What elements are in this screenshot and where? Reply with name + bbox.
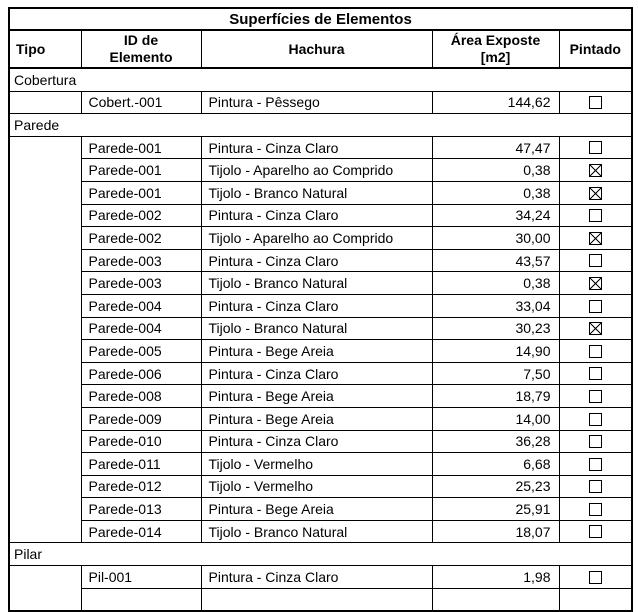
cell-pintado xyxy=(559,181,632,204)
cell-area: 30,23 xyxy=(432,317,559,340)
pintado-checkbox-checked[interactable] xyxy=(589,164,602,177)
cell-id: Parede-001 xyxy=(81,159,201,182)
table-row xyxy=(9,407,632,430)
cell-id: Parede-002 xyxy=(81,227,201,250)
cell-id: Parede-006 xyxy=(81,362,201,385)
cell-hachura: Tijolo - Aparelho ao Comprido xyxy=(201,159,432,182)
table-row xyxy=(9,91,632,114)
cell-pintado xyxy=(559,588,632,611)
cell-id: Parede-003 xyxy=(81,249,201,272)
cell-area: 47,47 xyxy=(432,136,559,159)
cell-area: 0,38 xyxy=(432,159,559,182)
column-header-tipo xyxy=(9,30,81,68)
column-header-pintado xyxy=(559,30,632,68)
column-header-text: Hachura xyxy=(288,40,345,57)
title-row xyxy=(9,8,632,30)
cell-id: Parede-004 xyxy=(81,317,201,340)
column-header-id xyxy=(81,30,201,68)
cell-pintado xyxy=(559,272,632,295)
pintado-checkbox-unchecked[interactable] xyxy=(589,435,602,448)
cell-hachura: Pintura - Bege Areia xyxy=(201,407,432,430)
cell-area: 25,23 xyxy=(432,475,559,498)
pintado-checkbox-unchecked[interactable] xyxy=(589,345,602,358)
cell-id: Pil-001 xyxy=(81,566,201,589)
cell-id: Parede-010 xyxy=(81,430,201,453)
table-row xyxy=(9,430,632,453)
cell-hachura: Tijolo - Vermelho xyxy=(201,475,432,498)
table-row xyxy=(9,475,632,498)
pintado-checkbox-checked[interactable] xyxy=(589,187,602,200)
cell-area: 144,62 xyxy=(432,91,559,114)
cell-pintado xyxy=(559,385,632,408)
cell-hachura: Pintura - Cinza Claro xyxy=(201,136,432,159)
table-row xyxy=(9,272,632,295)
cell-area: 34,24 xyxy=(432,204,559,227)
cell-pintado xyxy=(559,520,632,543)
group-row-parede xyxy=(9,114,632,137)
cell-area: 0,38 xyxy=(432,181,559,204)
group-label: Cobertura xyxy=(9,68,632,91)
cell-area: 30,00 xyxy=(432,227,559,250)
column-header-text: Área Exposte xyxy=(450,32,541,49)
table-row xyxy=(9,520,632,543)
cell-pintado xyxy=(559,249,632,272)
type-spacer-cell xyxy=(9,91,81,114)
pintado-checkbox-unchecked[interactable] xyxy=(589,300,602,313)
cell-area: 14,90 xyxy=(432,340,559,363)
cell-hachura: Tijolo - Branco Natural xyxy=(201,272,432,295)
cell-pintado xyxy=(559,136,632,159)
cell-area: 1,98 xyxy=(432,566,559,589)
cell-pintado xyxy=(559,91,632,114)
cell-id: Parede-009 xyxy=(81,407,201,430)
cell-hachura: Tijolo - Branco Natural xyxy=(201,317,432,340)
cell-hachura: Tijolo - Vermelho xyxy=(201,453,432,476)
table-row xyxy=(9,317,632,340)
cell-hachura xyxy=(201,588,432,611)
cell-area xyxy=(432,588,559,611)
pintado-checkbox-unchecked[interactable] xyxy=(589,254,602,267)
table-row xyxy=(9,588,632,611)
cell-id: Parede-011 xyxy=(81,453,201,476)
pintado-checkbox-unchecked[interactable] xyxy=(589,390,602,403)
table-row xyxy=(9,204,632,227)
cell-pintado xyxy=(559,294,632,317)
table-row xyxy=(9,159,632,182)
type-spacer-cell xyxy=(9,566,81,612)
cell-area: 18,79 xyxy=(432,385,559,408)
table-title: Superfícies de Elementos xyxy=(9,8,632,30)
cell-area: 7,50 xyxy=(432,362,559,385)
cell-pintado xyxy=(559,566,632,589)
table-row xyxy=(9,227,632,250)
pintado-checkbox-unchecked[interactable] xyxy=(589,503,602,516)
table-row xyxy=(9,181,632,204)
pintado-checkbox-unchecked[interactable] xyxy=(589,141,602,154)
cell-area: 6,68 xyxy=(432,453,559,476)
cell-id: Parede-004 xyxy=(81,294,201,317)
table-row xyxy=(9,385,632,408)
table-row xyxy=(9,249,632,272)
schedule-body xyxy=(9,68,632,611)
cell-pintado xyxy=(559,362,632,385)
cell-area: 18,07 xyxy=(432,520,559,543)
cell-pintado xyxy=(559,227,632,250)
cell-id: Parede-002 xyxy=(81,204,201,227)
pintado-checkbox-unchecked[interactable] xyxy=(589,96,602,109)
cell-hachura: Tijolo - Aparelho ao Comprido xyxy=(201,227,432,250)
group-row-cobertura xyxy=(9,68,632,91)
pintado-checkbox-unchecked[interactable] xyxy=(589,367,602,380)
cell-hachura: Pintura - Cinza Claro xyxy=(201,430,432,453)
cell-pintado xyxy=(559,340,632,363)
cell-pintado xyxy=(559,407,632,430)
column-header-text: Tipo xyxy=(16,40,46,57)
table-row xyxy=(9,453,632,476)
cell-hachura: Tijolo - Branco Natural xyxy=(201,520,432,543)
pintado-checkbox-unchecked[interactable] xyxy=(589,525,602,538)
cell-pintado xyxy=(559,453,632,476)
cell-id: Parede-005 xyxy=(81,340,201,363)
cell-area: 33,04 xyxy=(432,294,559,317)
cell-id: Parede-008 xyxy=(81,385,201,408)
cell-area: 36,28 xyxy=(432,430,559,453)
column-header-hachura xyxy=(201,30,432,68)
cell-hachura: Pintura - Pêssego xyxy=(201,91,432,114)
cell-area: 0,38 xyxy=(432,272,559,295)
table-row xyxy=(9,362,632,385)
cell-id: Parede-014 xyxy=(81,520,201,543)
cell-area: 25,91 xyxy=(432,498,559,521)
table-row xyxy=(9,136,632,159)
group-row-pilar xyxy=(9,543,632,566)
cell-hachura: Pintura - Cinza Claro xyxy=(201,566,432,589)
group-label: Pilar xyxy=(9,543,632,566)
header-row xyxy=(9,30,632,68)
cell-hachura: Pintura - Cinza Claro xyxy=(201,294,432,317)
cell-pintado xyxy=(559,498,632,521)
cell-hachura: Pintura - Bege Areia xyxy=(201,340,432,363)
cell-id: Parede-003 xyxy=(81,272,201,295)
cell-area: 43,57 xyxy=(432,249,559,272)
column-header-area xyxy=(432,30,559,68)
pintado-checkbox-unchecked[interactable] xyxy=(589,209,602,222)
cell-hachura: Pintura - Cinza Claro xyxy=(201,249,432,272)
cell-id: Parede-012 xyxy=(81,475,201,498)
surfaces-schedule-table xyxy=(8,7,633,612)
column-header-text: [m2] xyxy=(480,49,511,65)
cell-hachura: Pintura - Cinza Claro xyxy=(201,204,432,227)
column-header-text: Elemento xyxy=(109,49,173,65)
cell-pintado xyxy=(559,317,632,340)
cell-id xyxy=(81,588,201,611)
cell-hachura: Pintura - Bege Areia xyxy=(201,498,432,521)
cell-area: 14,00 xyxy=(432,407,559,430)
pintado-checkbox-unchecked[interactable] xyxy=(589,413,602,426)
pintado-checkbox-checked[interactable] xyxy=(589,277,602,290)
cell-id: Parede-013 xyxy=(81,498,201,521)
cell-pintado xyxy=(559,430,632,453)
cell-pintado xyxy=(559,204,632,227)
table-row xyxy=(9,566,632,589)
cell-hachura: Tijolo - Branco Natural xyxy=(201,181,432,204)
table-row xyxy=(9,294,632,317)
table-row xyxy=(9,340,632,363)
cell-hachura: Pintura - Bege Areia xyxy=(201,385,432,408)
pintado-checkbox-unchecked[interactable] xyxy=(589,480,602,493)
type-spacer-cell xyxy=(9,136,81,543)
column-header-text: ID de xyxy=(123,32,159,49)
pintado-checkbox-unchecked[interactable] xyxy=(589,571,602,584)
cell-id: Parede-001 xyxy=(81,181,201,204)
group-label: Parede xyxy=(9,114,632,137)
column-header-text: Pintado xyxy=(569,40,621,57)
cell-id: Cobert.-001 xyxy=(81,91,201,114)
cell-hachura: Pintura - Cinza Claro xyxy=(201,362,432,385)
cell-pintado xyxy=(559,475,632,498)
cell-pintado xyxy=(559,159,632,182)
table-row xyxy=(9,498,632,521)
cell-id: Parede-001 xyxy=(81,136,201,159)
pintado-checkbox-checked[interactable] xyxy=(589,322,602,335)
pintado-checkbox-checked[interactable] xyxy=(589,232,602,245)
pintado-checkbox-unchecked[interactable] xyxy=(589,458,602,471)
